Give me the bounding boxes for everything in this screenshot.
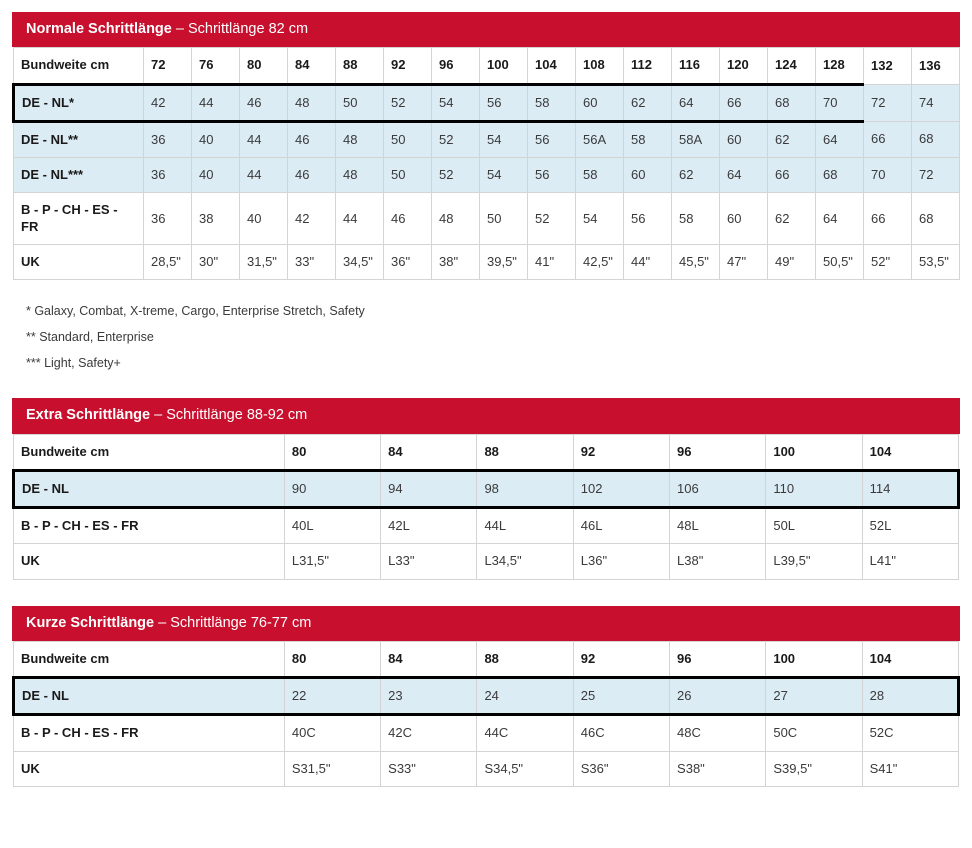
table-cell: 46C [573,715,669,751]
row-label: DE - NL* [14,84,144,121]
table-cell: 106 [670,470,766,507]
table-cell: 70 [816,84,864,121]
table-cell: 58 [624,121,672,157]
row-label: DE - NL [14,678,285,715]
column-header: 132 [864,48,912,84]
table-cell: 40 [240,193,288,245]
table-cell: 50 [384,121,432,157]
row-label: DE - NL [14,470,285,507]
table-row-b-p-ch-es-fr [14,715,959,751]
table-cell: 58 [528,84,576,121]
column-header: 136 [912,48,960,84]
table-row-de-nl [14,470,959,507]
table-cell: 23 [381,678,477,715]
table-cell: 74 [912,84,960,121]
table-cell: S34,5" [477,751,573,786]
table-cell: S41" [862,751,958,786]
column-header: Bundweite cm [14,48,144,84]
table-row-de-nl-1 [14,84,960,121]
column-header: 80 [284,434,380,470]
table-cell: 44C [477,715,573,751]
section-header-bar [12,398,960,433]
table-cell: 70 [864,158,912,193]
table-cell: S39,5" [766,751,862,786]
column-header: 84 [381,434,477,470]
table-cell: 42 [288,193,336,245]
table-cell: 52 [528,193,576,245]
column-header: 124 [768,48,816,84]
row-label: DE - NL** [14,121,144,157]
column-header: 96 [432,48,480,84]
table-cell: 102 [573,470,669,507]
column-header: 104 [862,434,958,470]
column-header: 92 [573,641,669,677]
table-cell: 68 [816,158,864,193]
section-title: Normale Schrittlänge [26,21,172,37]
size-table-kurze [12,641,960,787]
table-cell: 64 [720,158,768,193]
column-header: 116 [672,48,720,84]
section-subtitle: – Schrittlänge 88-92 cm [154,407,308,424]
column-header: Bundweite cm [14,434,285,470]
column-header: 88 [477,434,573,470]
row-label: UK [14,544,285,579]
table-cell: 50 [480,193,528,245]
table-cell: 66 [720,84,768,121]
table-cell: 48 [288,84,336,121]
table-cell: 52" [864,244,912,279]
table-cell: 58 [672,193,720,245]
table-cell: 42 [144,84,192,121]
table-cell: 38 [192,193,240,245]
table-cell: 66 [864,121,912,157]
table-header-row [14,434,959,470]
table-cell: 54 [480,158,528,193]
column-header: 120 [720,48,768,84]
table-cell: 52 [432,121,480,157]
footnote-1: * Galaxy, Combat, X-treme, Cargo, Enterprise Stretch, Safety [26,304,365,319]
column-header: 88 [336,48,384,84]
table-cell: 62 [624,84,672,121]
table-cell: 44" [624,244,672,279]
table-cell: 36 [144,193,192,245]
table-cell: 60 [720,193,768,245]
table-cell: 54 [576,193,624,245]
table-cell: 114 [862,470,958,507]
table-cell: 68 [912,121,960,157]
table-cell: 52L [862,508,958,544]
table-cell: 50,5" [816,244,864,279]
table-cell: 36 [144,121,192,157]
table-row-de-nl-2 [14,121,960,157]
table-cell: 54 [480,121,528,157]
table-cell: 34,5" [336,244,384,279]
table-cell: 66 [864,193,912,245]
column-header: 96 [670,641,766,677]
column-header: 84 [381,641,477,677]
table-cell: 110 [766,470,862,507]
table-cell: 64 [672,84,720,121]
table-cell: L33" [381,544,477,579]
table-cell: 64 [816,193,864,245]
table-cell: 40 [192,158,240,193]
column-header: 76 [192,48,240,84]
table-cell: 48C [670,715,766,751]
table-cell: S33" [381,751,477,786]
table-cell: 40L [284,508,380,544]
column-header: 104 [528,48,576,84]
table-cell: 33" [288,244,336,279]
table-cell: 64 [816,121,864,157]
column-header: 104 [862,641,958,677]
column-header: 92 [384,48,432,84]
table-cell: 46L [573,508,669,544]
table-row-uk [14,751,959,786]
table-row-de-nl [14,678,959,715]
table-cell: 24 [477,678,573,715]
table-cell: 44 [240,121,288,157]
column-header: 84 [288,48,336,84]
table-cell: 46 [288,158,336,193]
footnote-2: ** Standard, Enterprise [26,330,154,345]
table-cell: 62 [768,193,816,245]
table-cell: 49" [768,244,816,279]
footnote-3: *** Light, Safety+ [26,356,121,371]
table-header-row [14,641,959,677]
column-header: 96 [670,434,766,470]
table-cell: 38" [432,244,480,279]
table-cell: 36 [144,158,192,193]
section-spacer [12,580,960,606]
table-cell: 44 [336,193,384,245]
size-table-extra [12,434,960,580]
column-header: 112 [624,48,672,84]
table-cell: 44 [192,84,240,121]
table-cell: 47" [720,244,768,279]
table-cell: 22 [284,678,380,715]
table-cell: 56 [528,121,576,157]
table-cell: 68 [768,84,816,121]
table-cell: 48L [670,508,766,544]
column-header: 100 [766,434,862,470]
table-cell: 26 [670,678,766,715]
table-cell: 52C [862,715,958,751]
table-cell: 36" [384,244,432,279]
section-title: Kurze Schrittlänge [26,614,155,631]
row-label: B - P - CH - ES - FR [14,715,285,751]
column-header: 80 [284,641,380,677]
table-cell: 66 [768,158,816,193]
row-label: B - P - CH - ES - FR [14,193,144,245]
table-cell: 42,5" [576,244,624,279]
column-header: 100 [766,641,862,677]
column-header: 92 [573,434,669,470]
section-kurze-schrittlaenge [12,606,960,787]
column-header: 128 [816,48,864,84]
table-cell: 53,5" [912,244,960,279]
table-row-uk [14,244,960,279]
column-header: 72 [144,48,192,84]
table-cell: 58A [672,121,720,157]
table-cell: 52 [432,158,480,193]
table-row-b-p-ch-es-fr [14,193,960,245]
table-cell: 62 [672,158,720,193]
table-cell: 62 [768,121,816,157]
table-cell: 31,5" [240,244,288,279]
table-cell: 48 [432,193,480,245]
table-cell: 68 [912,193,960,245]
table-row-b-p-ch-es-fr [14,508,959,544]
column-header: Bundweite cm [14,641,285,677]
table-cell: 28 [862,678,958,715]
table-cell: L38" [670,544,766,579]
row-label: DE - NL*** [14,158,144,193]
table-cell: 45,5" [672,244,720,279]
table-cell: S36" [573,751,669,786]
table-cell: 60 [720,121,768,157]
table-cell: L31,5" [284,544,380,579]
row-label: UK [14,751,285,786]
table-row-de-nl-3 [14,158,960,193]
table-cell: 72 [864,84,912,121]
section-header-bar [12,12,960,47]
table-cell: 46 [288,121,336,157]
table-cell: 72 [912,158,960,193]
table-cell: 46 [384,193,432,245]
table-cell: 50 [336,84,384,121]
table-cell: 58 [576,158,624,193]
table-cell: 46 [240,84,288,121]
section-header-bar [12,606,960,641]
table-cell: S31,5" [284,751,380,786]
column-header: 100 [480,48,528,84]
section-spacer [12,382,960,398]
table-cell: 54 [432,84,480,121]
table-cell: 40C [284,715,380,751]
table-cell: 52 [384,84,432,121]
table-cell: L34,5" [477,544,573,579]
table-cell: 90 [284,470,380,507]
section-subtitle: – Schrittlänge 76-77 cm [158,614,312,631]
table-cell: 27 [766,678,862,715]
table-cell: 28,5" [144,244,192,279]
table-cell: 44 [240,158,288,193]
table-cell: 42C [381,715,477,751]
column-header: 108 [576,48,624,84]
table-cell: L41" [862,544,958,579]
table-cell: 56 [624,193,672,245]
table-cell: 25 [573,678,669,715]
table-cell: 60 [576,84,624,121]
table-cell: L36" [573,544,669,579]
table-cell: 30" [192,244,240,279]
table-cell: 94 [381,470,477,507]
size-table-normale [12,47,960,280]
table-cell: 48 [336,158,384,193]
table-cell: 50 [384,158,432,193]
table-row-uk [14,544,959,579]
section-normale-schrittlaenge [12,12,960,382]
row-label: UK [14,244,144,279]
table-cell: 98 [477,470,573,507]
table-cell: 41" [528,244,576,279]
column-header: 88 [477,641,573,677]
table-cell: 44L [477,508,573,544]
table-cell: 60 [624,158,672,193]
section-subtitle: – Schrittlänge 82 cm [175,21,309,37]
table-cell: 48 [336,121,384,157]
table-cell: 56A [576,121,624,157]
table-cell: 39,5" [480,244,528,279]
table-cell: 50C [766,715,862,751]
table-cell: S38" [670,751,766,786]
table-cell: 56 [528,158,576,193]
section-title: Extra Schrittlänge [26,407,151,424]
column-header: 80 [240,48,288,84]
table-cell: L39,5" [766,544,862,579]
table-header-row [14,48,960,84]
footnotes [12,280,960,382]
table-cell: 42L [381,508,477,544]
table-cell: 50L [766,508,862,544]
section-extra-schrittlaenge [12,398,960,579]
row-label: B - P - CH - ES - FR [14,508,285,544]
table-cell: 56 [480,84,528,121]
table-cell: 40 [192,121,240,157]
